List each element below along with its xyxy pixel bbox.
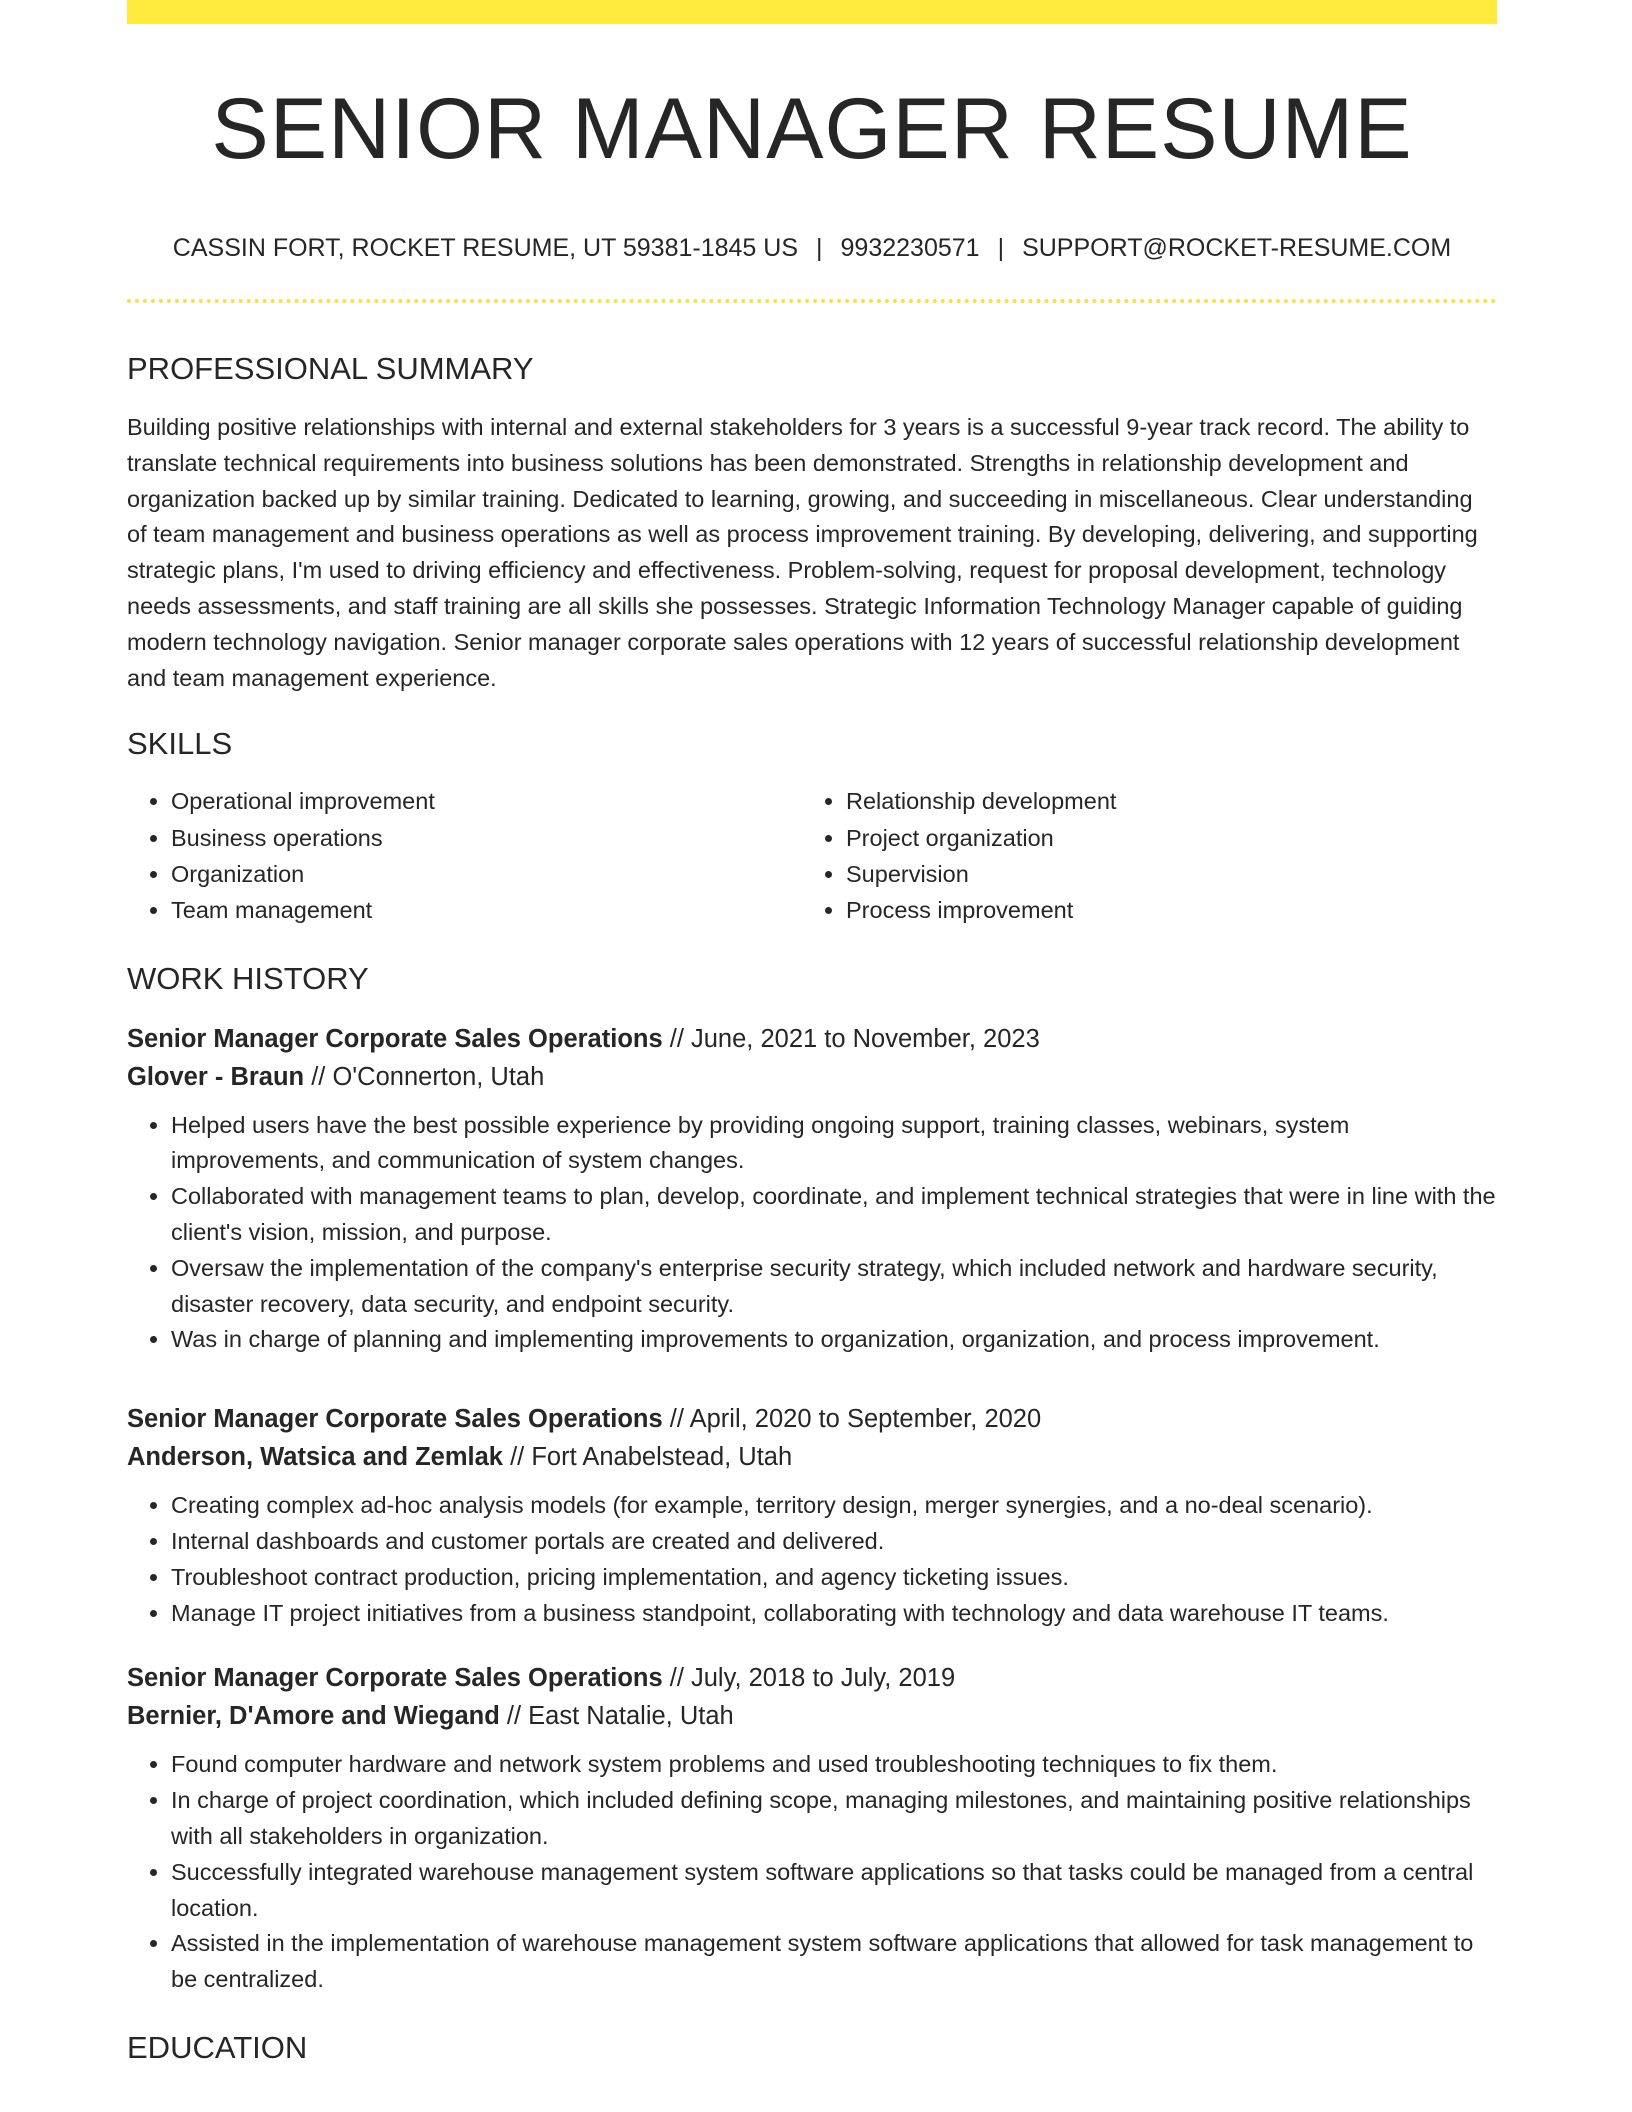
skill-item: • Process improvement xyxy=(846,892,1446,928)
resume-title: SENIOR MANAGER RESUME xyxy=(211,81,1413,177)
job-company: Bernier, D'Amore and Wiegand xyxy=(127,1702,500,1731)
contact-line xyxy=(127,236,1497,261)
job-company-line xyxy=(127,1697,1497,1735)
job-title: Senior Manager Corporate Sales Operations xyxy=(127,1405,663,1434)
job-dates: // April, 2020 to September, 2020 xyxy=(669,1405,1042,1434)
job-title-line xyxy=(127,1020,1497,1058)
job-company: Anderson, Watsica and Zemlak xyxy=(127,1443,503,1472)
job-title: Senior Manager Corporate Sales Operations xyxy=(127,1024,663,1053)
summary-heading: PROFESSIONAL SUMMARY xyxy=(127,351,534,386)
job-title-line xyxy=(127,1659,1497,1697)
skill-item: • Business operations xyxy=(171,820,802,856)
job-entry xyxy=(127,1020,1497,1359)
duty-item: • Internal dashboards and customer portals are created and delivered. xyxy=(171,1524,1497,1560)
job-company-line xyxy=(127,1058,1497,1096)
resume-page xyxy=(127,0,1497,2063)
skill-item: • Project organization xyxy=(846,820,1446,856)
job-location: // Fort Anabelstead, Utah xyxy=(510,1443,793,1472)
job-company-line xyxy=(127,1438,1497,1476)
duty-item: • Manage IT project initiatives from a business standpoint, collaborating with technology and data warehouse IT teams. xyxy=(171,1596,1497,1632)
skills-column-right xyxy=(802,783,1446,928)
job-dates: // July, 2018 to July, 2019 xyxy=(669,1664,956,1693)
summary-text: Building positive relationships with internal and external stakeholders for 3 years is a successful 9-year track record. The ability to translate technical requirements into business solutions has been demonstrated. Strengths in relationship development and organization backed up by similar training. Dedicated to learning, growing, and succeeding in miscellaneous. Clear understanding of team management and business operations as well as process improvement training. By developing, delivering, and supporting strategic plans, I'm used to driving efficiency and effectiveness. Problem-solving, request for proposal development, technology needs assessments, and staff training are all skills she possesses. Strategic Information Technology Manager capable of guiding modern technology navigation. Senior manager corporate sales operations with 12 years of successful relationship development and team management experience. xyxy=(127,414,1478,691)
skills-heading: SKILLS xyxy=(127,726,233,762)
education-heading: EDUCATION xyxy=(127,2029,308,2065)
job-title-line xyxy=(127,1400,1497,1438)
skills-column-left xyxy=(127,783,802,928)
job-duties xyxy=(127,1747,1497,1998)
job-title: Senior Manager Corporate Sales Operations xyxy=(127,1664,663,1693)
job-location: // O'Connerton, Utah xyxy=(311,1062,545,1091)
job-dates: // June, 2021 to November, 2023 xyxy=(669,1024,1040,1053)
job-entry xyxy=(127,1400,1497,1631)
job-duties xyxy=(127,1108,1497,1359)
job-location: // East Natalie, Utah xyxy=(506,1702,734,1731)
duty-item: • Helped users have the best possible experience by providing ongoing support, training classes, webinars, system improvements, and communication of system changes. xyxy=(171,1108,1497,1180)
skill-item: • Operational improvement xyxy=(171,783,802,819)
job-entry xyxy=(127,1659,1497,1998)
accent-bar xyxy=(127,0,1497,24)
duty-item: • Troubleshoot contract production, pricing implementation, and agency ticketing issues. xyxy=(171,1560,1497,1596)
duty-item: • Found computer hardware and network system problems and used troubleshooting techniques to fix them. xyxy=(171,1747,1497,1783)
skills-list xyxy=(127,783,1497,928)
job-company: Glover - Braun xyxy=(127,1062,305,1091)
contact-phone[interactable]: 9932230571 xyxy=(840,234,980,262)
work-history-heading: WORK HISTORY xyxy=(127,960,369,996)
duty-item: • Was in charge of planning and implementing improvements to organization, organization, and process improvement. xyxy=(171,1322,1497,1358)
duty-item: • Oversaw the implementation of the company's enterprise security strategy, which included network and hardware security, disaster recovery, data security, and endpoint security. xyxy=(171,1251,1497,1323)
contact-separator: | xyxy=(816,234,823,262)
job-duties xyxy=(127,1488,1497,1631)
skill-item: • Team management xyxy=(171,892,802,928)
duty-item: • Successfully integrated warehouse management system software applications so that tasks could be managed from a central location. xyxy=(171,1855,1497,1927)
duty-item: • Creating complex ad-hoc analysis models (for example, territory design, merger synergies, and a no-deal scenario). xyxy=(171,1488,1497,1524)
duty-item: • Assisted in the implementation of warehouse management system software applications that allowed for task management to be centralized. xyxy=(171,1926,1497,1998)
duty-item: • In charge of project coordination, which included defining scope, managing milestones, and maintaining positive relationships with all stakeholders in organization. xyxy=(171,1783,1497,1855)
contact-email[interactable]: SUPPORT@ROCKET-RESUME.COM xyxy=(1022,234,1452,262)
header-divider xyxy=(127,299,1497,303)
contact-separator: | xyxy=(997,234,1005,262)
skill-item: • Organization xyxy=(171,856,802,892)
contact-address: CASSIN FORT, ROCKET RESUME, UT 59381-1845 US xyxy=(172,234,799,262)
duty-item: • Collaborated with management teams to plan, develop, coordinate, and implement technical strategies that were in line with the client's vision, mission, and purpose. xyxy=(171,1179,1497,1251)
skill-item: • Relationship development xyxy=(846,783,1446,819)
skill-item: • Supervision xyxy=(846,856,1446,892)
